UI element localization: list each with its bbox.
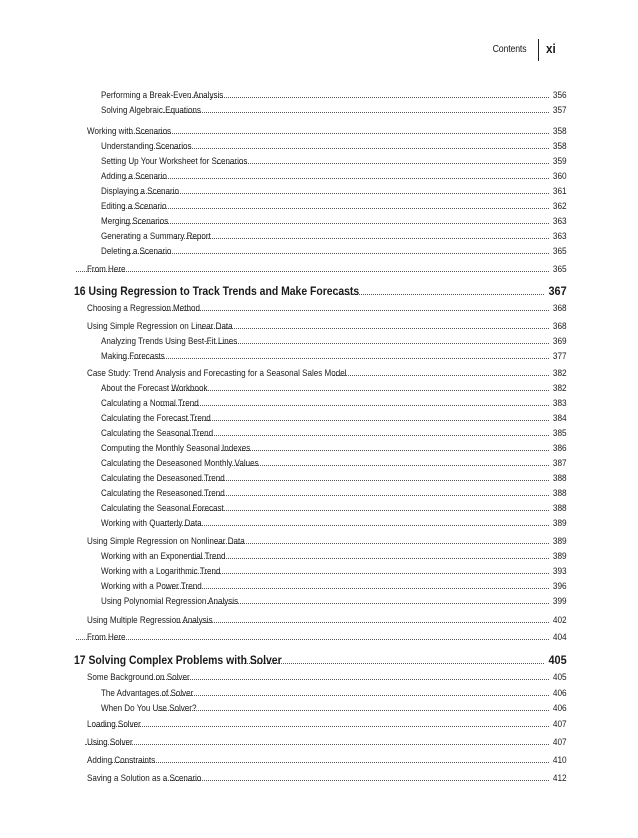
toc-entry[interactable]	[87, 671, 567, 682]
toc-entry-title: Some Background on Solver	[87, 671, 190, 682]
toc-entry-title: Working with Scenarios	[87, 125, 172, 136]
toc-entry[interactable]	[87, 736, 567, 747]
toc-entry[interactable]	[101, 472, 567, 483]
toc-entry-page: 368	[553, 302, 567, 313]
toc-entry-page: 368	[553, 320, 567, 331]
toc-entry-page: 410	[553, 754, 567, 765]
toc-entry-title: From Here	[87, 631, 126, 642]
toc-entry[interactable]	[101, 427, 567, 438]
toc-entry[interactable]	[101, 580, 567, 591]
toc-entry[interactable]	[101, 89, 567, 100]
toc-entry-title: Using Simple Regression on Linear Data	[87, 320, 233, 331]
toc-entry-page: 367	[548, 284, 567, 298]
running-header	[0, 36, 638, 64]
toc-entry-page: 357	[553, 104, 567, 115]
running-header-section: Contents	[492, 44, 526, 55]
toc-entry[interactable]	[101, 335, 567, 346]
dot-leader	[151, 678, 550, 680]
toc-entry-page: 388	[553, 472, 567, 483]
dot-leader	[189, 96, 549, 98]
toc-entry-page: 399	[553, 595, 567, 606]
toc-entry-page: 388	[553, 487, 567, 498]
toc-entry[interactable]	[101, 230, 567, 241]
dot-leader	[163, 111, 549, 113]
dot-leader	[186, 572, 549, 574]
dot-leader	[129, 132, 549, 134]
toc-entry-page: 402	[553, 614, 567, 625]
toc-entry[interactable]	[101, 595, 567, 606]
toc-entry-page: 382	[553, 382, 567, 393]
toc-entry[interactable]	[87, 631, 567, 642]
toc-entry-page: 396	[553, 580, 567, 591]
toc-entry-title: 17 Solving Complex Problems with Solver	[74, 653, 282, 667]
toc-entry-page: 406	[553, 687, 567, 698]
toc-entry-page: 386	[553, 442, 567, 453]
toc-entry[interactable]	[101, 170, 567, 181]
toc-entry-page: 393	[553, 565, 567, 576]
toc-entry-page: 362	[553, 200, 567, 211]
toc-entry-page: 385	[553, 427, 567, 438]
toc-entry[interactable]	[101, 502, 567, 513]
toc-entry-title: Deleting a Scenario	[101, 245, 172, 256]
toc-entry-title: Displaying a Scenario	[101, 185, 179, 196]
toc-entry-title: Solving Algebraic Equations	[101, 104, 201, 115]
toc-entry[interactable]	[101, 200, 567, 211]
toc-entry-title: Using Polynomial Regression Analysis	[101, 595, 239, 606]
page-number: xi	[546, 41, 556, 56]
toc-entry-title: About the Forecast Workbook	[101, 382, 208, 393]
toc-entry-title: Understanding Scenarios	[101, 140, 192, 151]
dot-leader	[85, 743, 550, 745]
toc-entry-title: 16 Using Regression to Track Trends and Make Forecasts	[74, 284, 360, 298]
toc-entry[interactable]	[101, 140, 567, 151]
toc-entry-page: 377	[553, 350, 567, 361]
toc-entry-page: 384	[553, 412, 567, 423]
toc-entry-page: 363	[553, 215, 567, 226]
toc-entry[interactable]	[101, 382, 567, 393]
dot-leader	[125, 222, 549, 224]
toc-entry[interactable]	[101, 442, 567, 453]
toc-entry-page: 389	[553, 535, 567, 546]
toc-entry-title: Using Multiple Regression Analysis	[87, 614, 213, 625]
dot-leader	[221, 449, 550, 451]
toc-entry-page: 369	[553, 335, 567, 346]
toc-entry-title: When Do You Use Solver?	[101, 702, 197, 713]
toc-entry[interactable]	[101, 457, 567, 468]
toc-entry-title: Adding Constraints	[87, 754, 156, 765]
toc-entry-page: 404	[553, 631, 567, 642]
toc-entry-page: 387	[553, 457, 567, 468]
toc-entry-page: 388	[553, 502, 567, 513]
toc-entry-title: Saving a Solution as a Scenario	[87, 772, 202, 783]
dot-leader	[177, 434, 549, 436]
dot-leader	[152, 147, 549, 149]
toc-entry-page: 358	[553, 125, 567, 136]
toc-entry-page: 383	[553, 397, 567, 408]
toc-entry-page: 363	[553, 230, 567, 241]
toc-entry-title: Merging Scenarios	[101, 215, 169, 226]
dot-leader	[175, 237, 550, 239]
toc-entry[interactable]	[101, 397, 567, 408]
toc-entry-title: Performing a Break-Even Analysis	[101, 89, 224, 100]
dot-leader	[158, 709, 549, 711]
toc-entry-page: 358	[553, 140, 567, 151]
toc-entry-page: 365	[553, 245, 567, 256]
toc-entry-page: 407	[553, 736, 567, 747]
dot-leader	[337, 293, 545, 295]
toc-entry-title: Calculating the Forecast Trend	[101, 412, 211, 423]
toc-entry-page: 405	[548, 653, 567, 667]
dot-leader	[333, 374, 549, 376]
toc-entry[interactable]	[87, 535, 567, 546]
toc-entry-title: Adding a Scenario	[101, 170, 167, 181]
dot-leader	[244, 662, 544, 664]
toc-entry-page: 359	[553, 155, 567, 166]
dot-leader	[206, 342, 550, 344]
dot-leader	[163, 309, 550, 311]
toc-entry-title: Analyzing Trends Using Best-Fit Lines	[101, 335, 238, 346]
toc-chapter-entry[interactable]	[74, 653, 567, 667]
toc-entry[interactable]	[87, 754, 567, 765]
toc-entry-page: 361	[553, 185, 567, 196]
toc-entry[interactable]	[101, 245, 567, 256]
toc-entry[interactable]	[101, 215, 567, 226]
toc-entry-page: 407	[553, 718, 567, 729]
dot-leader	[76, 638, 549, 640]
toc-entry-title: The Advantages of Solver	[101, 687, 194, 698]
dot-leader	[138, 192, 550, 194]
dot-leader	[171, 389, 549, 391]
toc-entry[interactable]	[101, 412, 567, 423]
dot-leader	[164, 587, 549, 589]
header-divider	[538, 39, 539, 61]
toc-entry-page: 365	[553, 263, 567, 274]
toc-entry[interactable]	[87, 302, 567, 313]
toc-entry-title: Working with a Power Trend	[101, 580, 202, 591]
toc-entry[interactable]	[101, 687, 567, 698]
toc-entry-title: From Here	[87, 263, 126, 274]
dot-leader	[94, 725, 549, 727]
toc-entry-page: 356	[553, 89, 567, 100]
toc-entry-page: 389	[553, 517, 567, 528]
toc-entry[interactable]	[87, 367, 567, 378]
toc-entry-page: 360	[553, 170, 567, 181]
toc-entry-title: Loading Solver	[87, 718, 141, 729]
dot-leader	[190, 509, 549, 511]
toc-entry-title: Case Study: Trend Analysis and Forecasting for a Seasonal Sales Model	[87, 367, 347, 378]
toc-entry-title: Computing the Monthly Seasonal Indexes	[101, 442, 251, 453]
toc-entry-title: Working with Quarterly Data	[101, 517, 202, 528]
toc-entry[interactable]	[101, 565, 567, 576]
dot-leader	[230, 464, 549, 466]
toc-entry-title: Calculating the Seasonal Trend	[101, 427, 214, 438]
toc-entry-page: 406	[553, 702, 567, 713]
toc-entry-title: Using Solver	[87, 736, 133, 747]
toc-entry[interactable]	[101, 517, 567, 528]
toc-entry-title: Calculating the Deseasoned Monthly Values	[101, 457, 259, 468]
toc-entry[interactable]	[101, 185, 567, 196]
toc-entry-title: Working with an Exponential Trend	[101, 550, 226, 561]
toc-entry[interactable]	[101, 350, 567, 361]
toc-entry-page: 382	[553, 367, 567, 378]
toc-entry-title: Calculating a Normal Trend	[101, 397, 199, 408]
dot-leader	[215, 542, 550, 544]
dot-leader	[207, 602, 550, 604]
toc-entry[interactable]	[101, 155, 567, 166]
dot-leader	[191, 479, 549, 481]
toc-entry[interactable]	[101, 487, 567, 498]
toc-entry-page: 412	[553, 772, 567, 783]
toc-entry-title: Working with a Logarithmic Trend	[101, 565, 221, 576]
toc-entry[interactable]	[101, 550, 567, 561]
toc-entry[interactable]	[101, 702, 567, 713]
dot-leader	[111, 761, 550, 763]
dot-leader	[192, 557, 550, 559]
toc-entry-title: Calculating the Reseasoned Trend	[101, 487, 225, 498]
dot-leader	[201, 327, 550, 329]
dot-leader	[164, 524, 549, 526]
toc-entry-title: Generating a Summary Report	[101, 230, 211, 241]
toc-entry[interactable]	[87, 614, 567, 625]
toc-entry[interactable]	[101, 104, 567, 115]
toc-chapter-entry[interactable]	[74, 284, 567, 298]
dot-leader	[124, 177, 550, 179]
toc-entry-title: Setting Up Your Worksheet for Scenarios	[101, 155, 248, 166]
toc-entry[interactable]	[87, 320, 567, 331]
dot-leader	[161, 404, 550, 406]
dot-leader	[191, 494, 549, 496]
dot-leader	[154, 694, 549, 696]
toc-entry[interactable]	[87, 772, 567, 783]
dot-leader	[177, 621, 549, 623]
dot-leader	[121, 357, 549, 359]
dot-leader	[175, 419, 550, 421]
toc-entry[interactable]	[87, 263, 567, 274]
toc-entry-title: Editing a Scenario	[101, 200, 167, 211]
dot-leader	[123, 207, 549, 209]
toc-entry[interactable]	[87, 125, 567, 136]
toc-entry-page: 389	[553, 550, 567, 561]
toc-entry-title: Calculating the Seasonal Forecast	[101, 502, 224, 513]
dot-leader	[129, 252, 549, 254]
toc-entry-title: Using Simple Regression on Nonlinear Data	[87, 535, 245, 546]
dot-leader	[217, 162, 549, 164]
toc-entry[interactable]	[87, 718, 567, 729]
toc-entry-title: Choosing a Regression Method	[87, 302, 200, 313]
toc-entry-title: Making Forecasts	[101, 350, 165, 361]
toc-entry-title: Calculating the Deseasoned Trend	[101, 472, 225, 483]
dot-leader	[164, 779, 549, 781]
toc-entry-page: 405	[553, 671, 567, 682]
dot-leader	[76, 270, 549, 272]
